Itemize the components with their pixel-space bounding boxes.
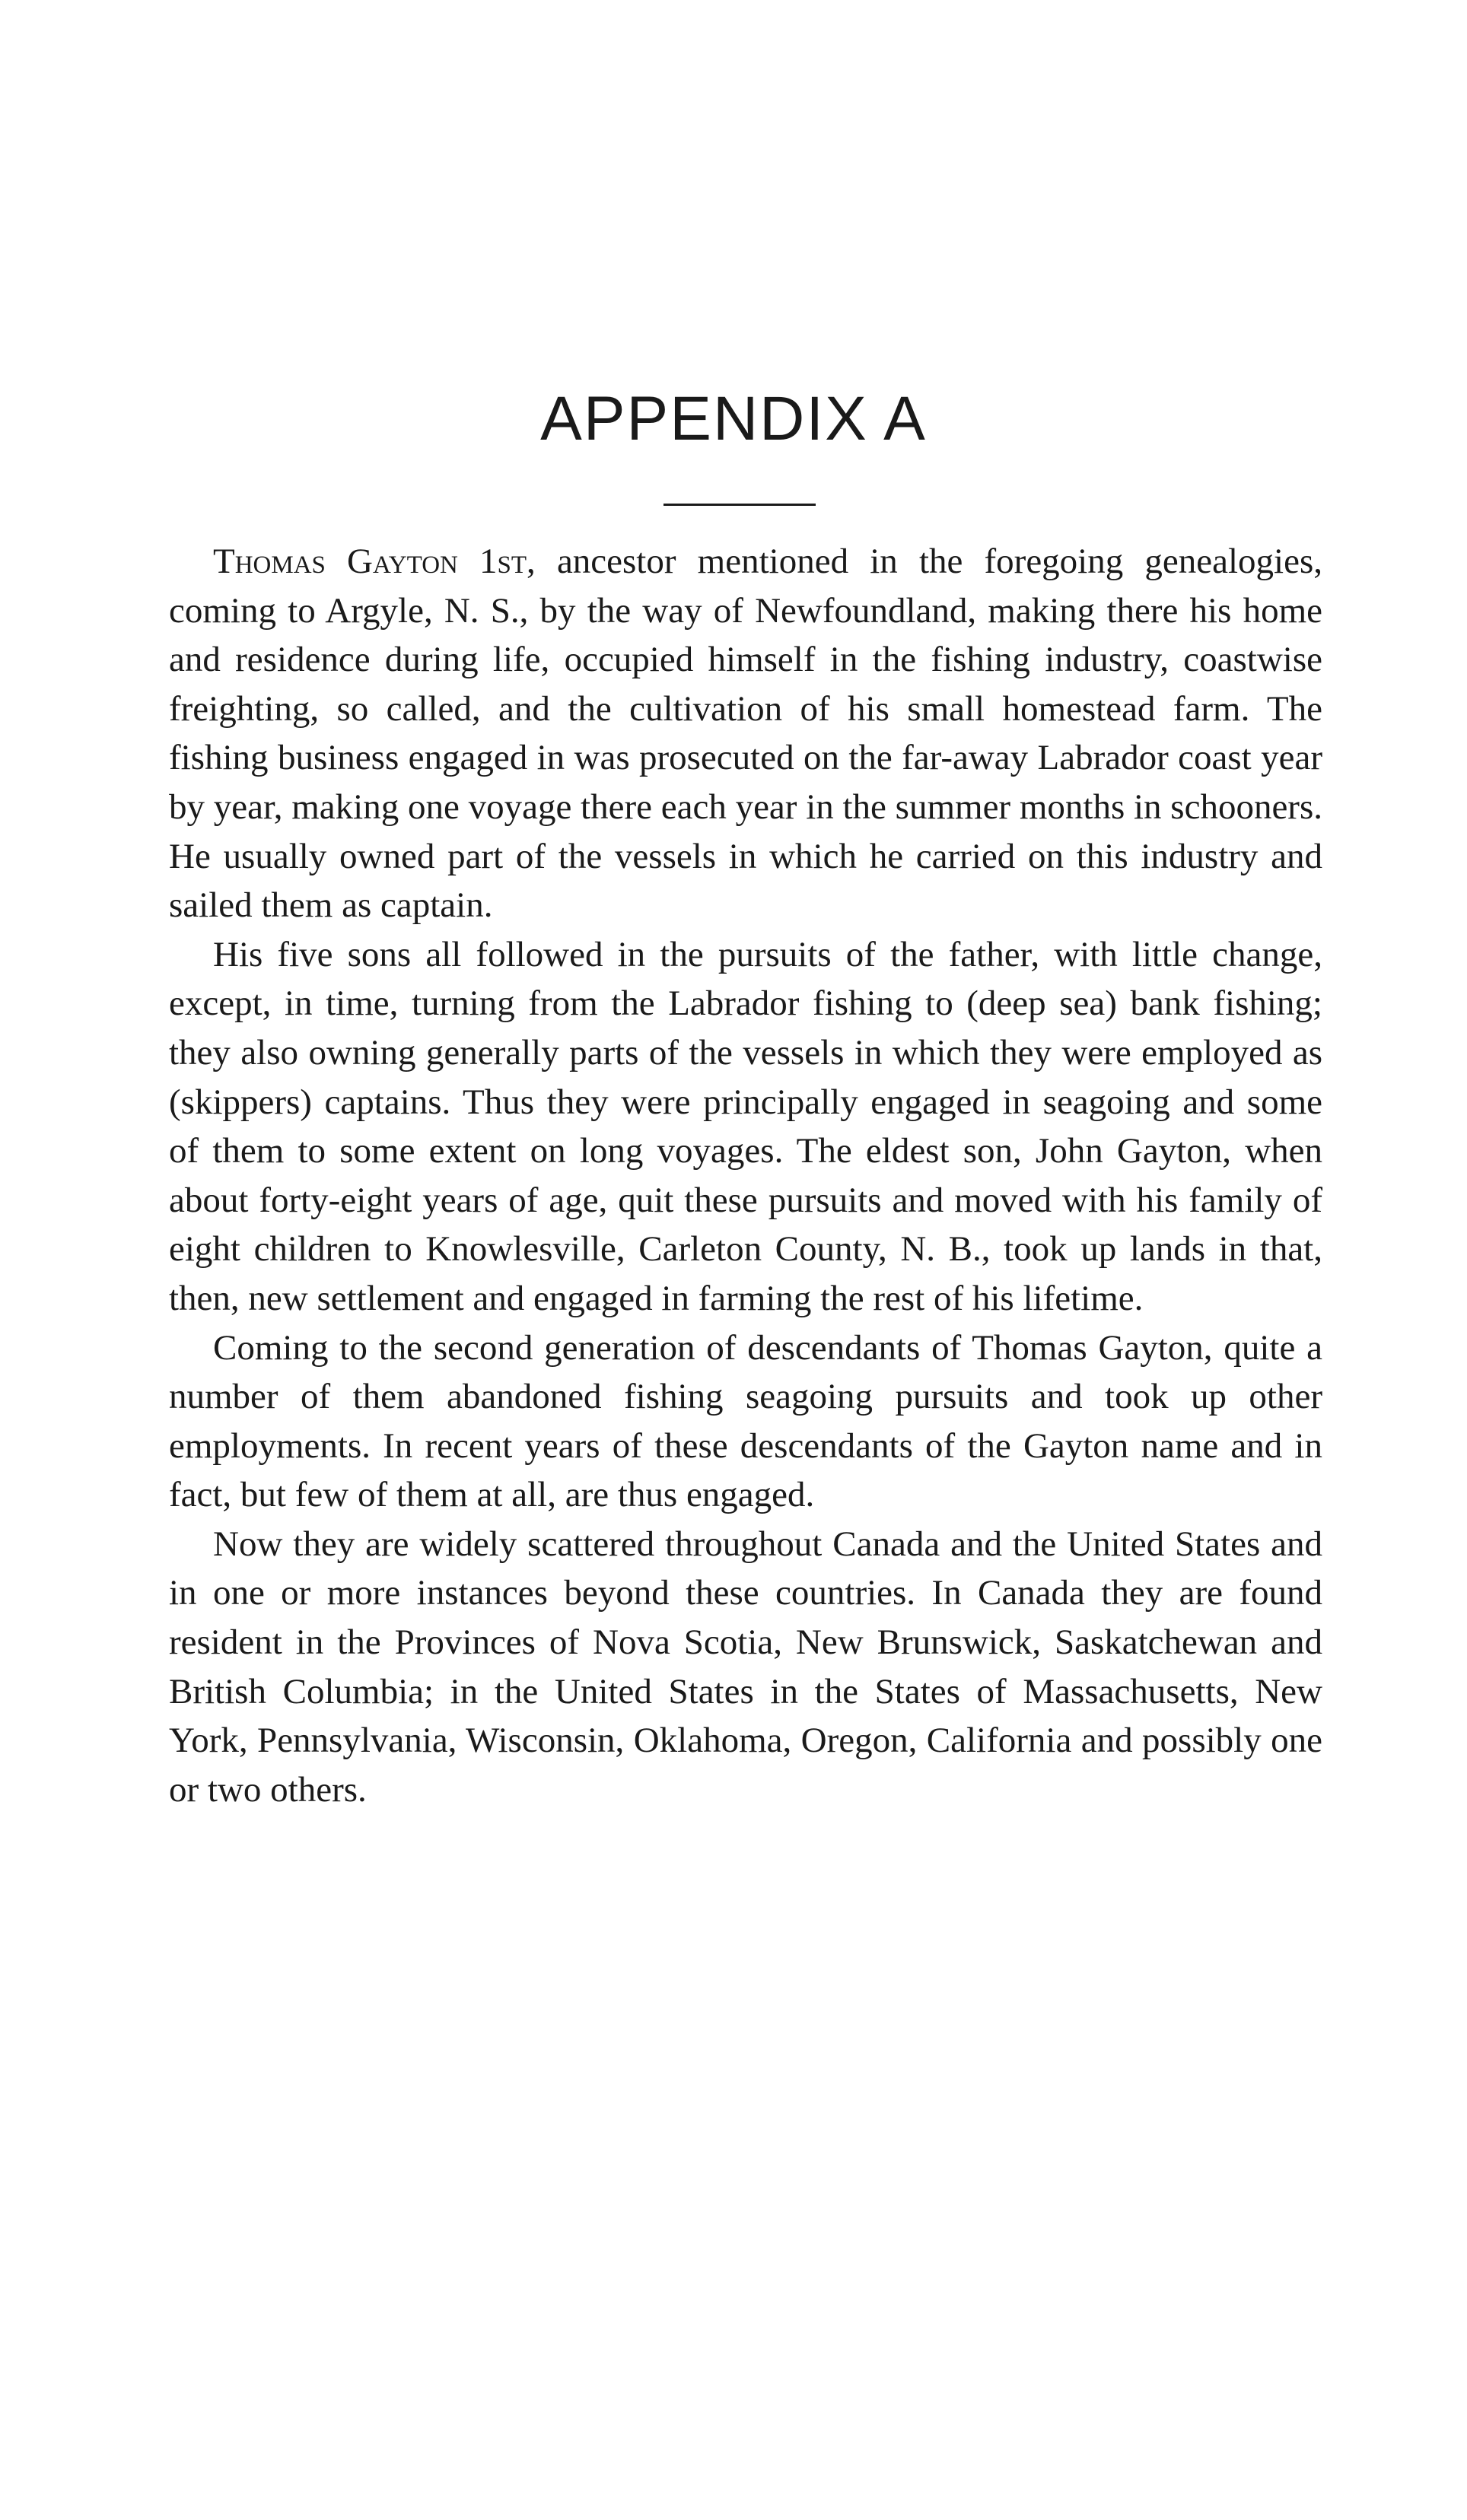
paragraph-1-text: , ancestor mentioned in the foregoing genealogies, coming to Argyle, N. S., by the way of Newfoundland, making there his home and residence during life, occupied himself in the fishing industry, coastwise freighting, so called, and the cultivation of his small homestead farm. The fishing business engaged in was prosecuted on the far-away Labrador coast year by year, making one voyage there each year in the summer months in schooners. He usually owned part of the vessels in which he carried on this industry and sailed them as captain. xyxy=(169,542,1323,926)
paragraph-1-lead: Thomas Gayton 1st xyxy=(213,542,527,581)
paragraph-3: Coming to the second generation of descendants of Thomas Gayton, quite a number of them abandoned fishing seagoing pursuits and took up other employments. In recent years of these descendants of the Gayton name and in fact, but few of them at all, are thus engaged. xyxy=(169,1327,1322,1515)
paragraph-1 xyxy=(169,537,1322,930)
heading-rule xyxy=(663,504,816,506)
appendix-body xyxy=(169,537,1322,1814)
paragraph-2: His five sons all followed in the pursuits of the father, with little change, except, in time, turning from the Labrador fishing to (deep sea) bank fishing; they also owning generally parts of the vessels in which they were employed as (skippers) captains. Thus they were principally engaged in seagoing and some of them to some extent on long voyages. The eldest son, John Gayton, when about forty-eight years of age, quit these pursuits and moved with his family of eight children to Knowlesville, Carleton County, N. B., took up lands in that, then, new settlement and engaged in farming the rest of his lifetime. xyxy=(169,934,1322,1318)
paragraph-4: Now they are widely scattered throughout Canada and the United States and in one or more instances beyond these countries. In Canada they are found resident in the Provinces of Nova Scotia, New Brunswick, Saskatchewan and British Columbia; in the United States in the States of Massachusetts, New York, Pennsylvania, Wisconsin, Oklahoma, Oregon, California and possibly one or two others. xyxy=(169,1524,1322,1810)
appendix-heading: APPENDIX A xyxy=(540,384,927,453)
